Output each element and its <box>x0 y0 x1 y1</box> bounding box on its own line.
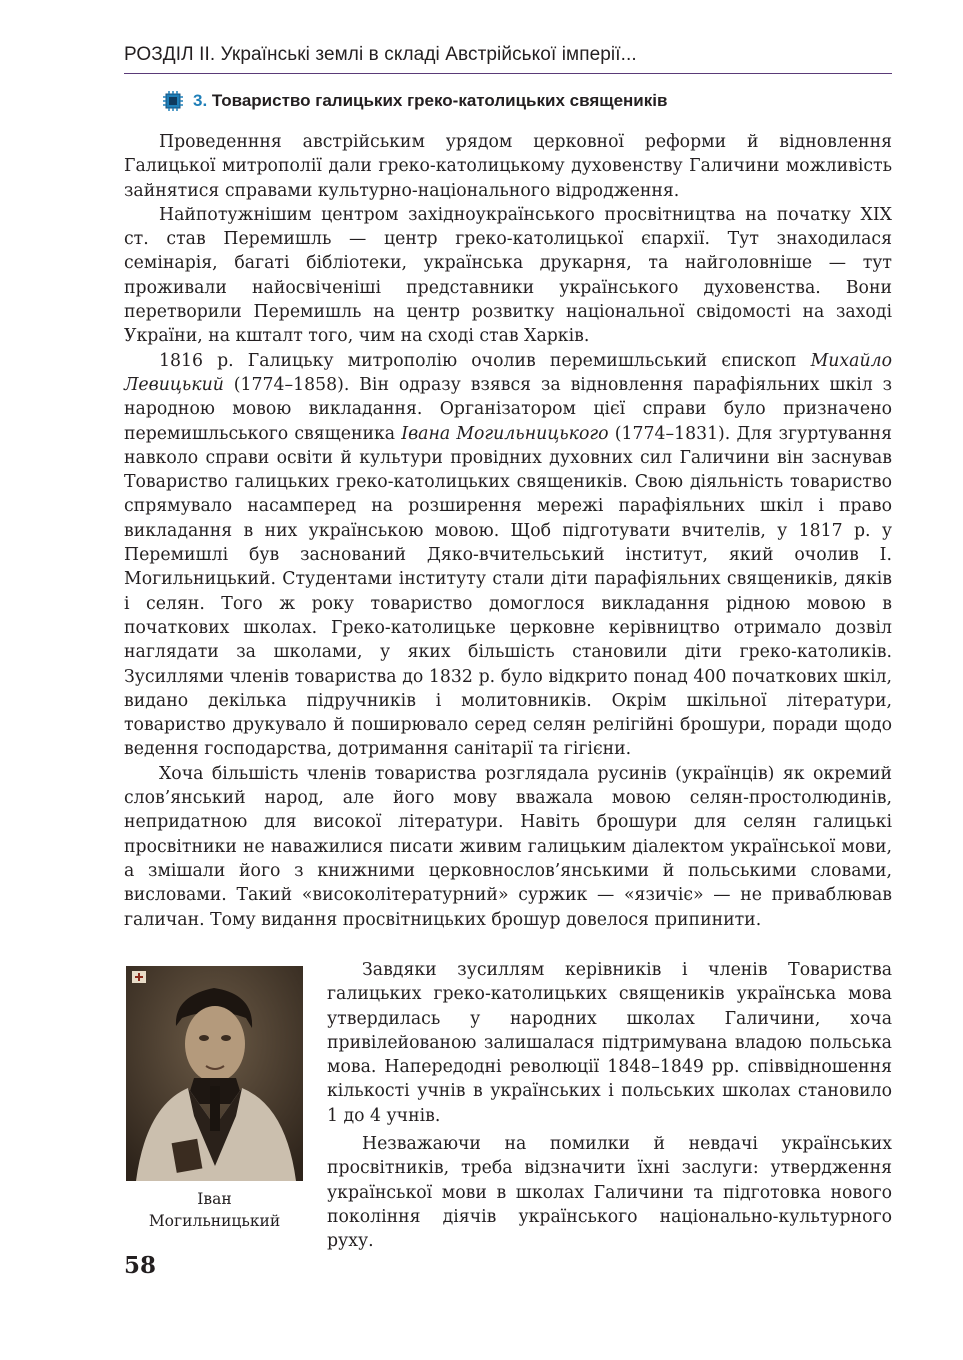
section-title-text: Товариство галицьких греко-католицьких священиків <box>211 91 668 110</box>
paragraph-3-part-b: (1774–1858). Він одразу взявся за відновлення парафіяльних шкіл з народною мовою викладання. Організатором цієї справи було призначено перемишльського священика <box>124 374 892 444</box>
paragraph-3-part-c: (1774–1831). Для згуртування навколо справи освіти й культури провідних духовних сил Галичини він заснував Товариство галицьких греко-католицьких священиків. Свою діяльність товариство спрямувало насамперед на розширення мережі парафіяльних шкіл і право викладання в них українською мовою. Щоб підготувати вчителів, у 1817 р. у Перемишлі був заснований Дяко-вчительський інститут, який очолив І. Могильницький. Студентами інституту стали діти парафіяльних священиків, дяків і селян. Того ж року товариство домоглося викладання рідною мовою в початкових школах. Греко-католицьке церковне керівництво отримало дозвіл наглядати за школами, у яких більшість становили діти греко-католиків. Зусиллями членів товариства до 1832 р. було відкрито понад 400 початкових шкіл, видано декілька підручників і молитовників. Окрім шкільної літератури, товариство друкувало й поширювало серед селян релігійні брошури, поради щодо ведення господарства, дотримання санітарії та гігієни. <box>124 423 892 760</box>
main-text <box>124 130 892 932</box>
paragraph-3 <box>124 349 892 762</box>
paragraph-2: Найпотужнішим центром західноукраїнського просвітництва на початку XIX ст. став Перемишль — центр греко-католицької єпархії. Тут знаходилася семінарія, багаті бібліотеки, українська друкарня, та найголовніше — тут проживали найосвіченіші представники українського духовенства. Вони перетворили Перемишль на центр розвитку національної свідомості на заході України, на кшталт того, чим на сході став Харків. <box>124 204 892 347</box>
section-number: 3. <box>193 91 208 110</box>
side-text <box>327 958 892 1254</box>
caption-first-name: Іван <box>197 1190 232 1208</box>
chip-icon <box>162 91 184 111</box>
paragraph-3-part-a: 1816 р. Галицьку митрополію очолив перемишльський єпископ <box>159 350 811 371</box>
paragraph-6: Незважаючи на помилки й невдачі українських просвітників, треба відзначити їхні заслуги: утвердження української мови в школах Галичини та підготовка нового покоління діячів українського національно-культурного руху. <box>327 1134 892 1252</box>
paragraph-4: Хоча більшість членів товариства розглядала русинів (українців) як окремий слов’янський народ, але його мову вважала мовою селян-простолюдинів, непридатною для високої літератури. Навіть брошури для селян галицькі просвітники не наважилися писати живим галицьким діалектом української мови, а змішали його з книжними церковнослов’янськими й польськими словами, висловами. Такий «високолітературний» суржик — «язичіє» — не приваблював галичан. Тому видання просвітницьких брошур довелося припинити. <box>124 763 892 930</box>
paragraph-5: Завдяки зусиллям керівників і членів Товариства галицьких греко-католицьких священиків українська мова утвердилась у народних школах Галичини, хоча привілейованою залишалася підтримувана владою польська мова. Напередодні революції 1848–1849 рр. співвідношення кількості учнів в українських і польських школах становило 1 до 4 учнів. <box>327 960 892 1126</box>
page-number: 58 <box>124 1252 157 1279</box>
person-name-levytskyi: Михайло Левицький <box>124 350 892 395</box>
figure-caption <box>126 1188 303 1232</box>
section-heading <box>162 91 667 111</box>
portrait-image <box>126 966 303 1181</box>
running-header: РОЗДІЛ ІІ. Українські землі в складі Австрійської імперії... <box>124 44 892 74</box>
person-name-mohylnytskyi: Івана Могильницького <box>401 423 609 444</box>
paragraph-1: Проведенння австрійським урядом церковної реформи й відновлення Галицької митрополії дали греко-католицькому духовенству Галичини можливість зайнятися справами культурно-національного відродження. <box>124 132 892 201</box>
caption-last-name: Могильницький <box>148 1212 281 1230</box>
